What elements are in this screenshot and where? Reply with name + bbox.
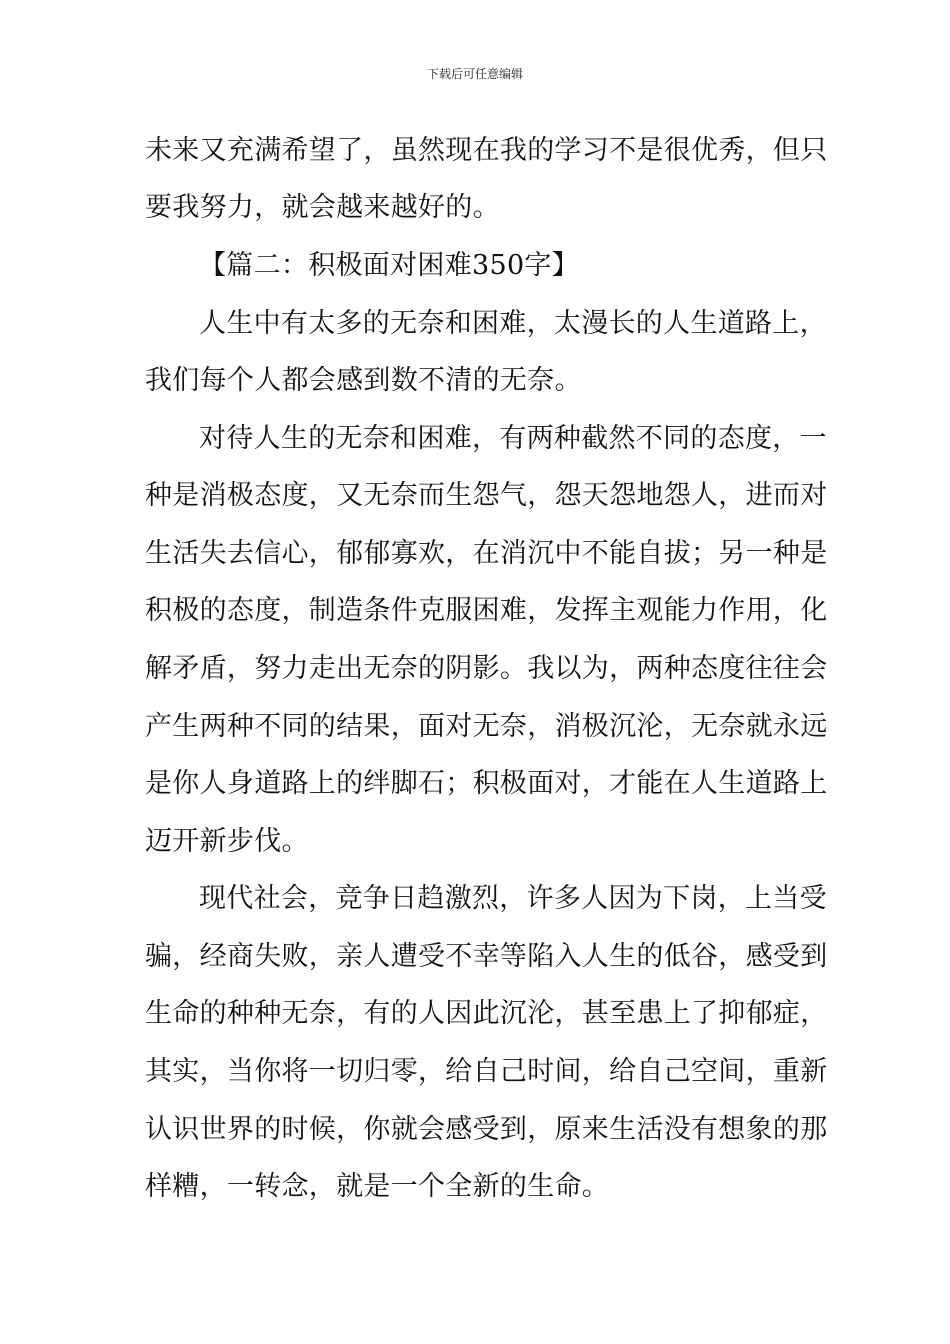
text-line: 我们每个人都会感到数不清的无奈。 xyxy=(145,365,582,396)
text-line: 现代社会，竞争日趋激烈，许多人因为下岗，上当受 xyxy=(199,883,827,914)
text-line: 生活失去信心，郁郁寡欢，在消沉中不能自拔；另一种是 xyxy=(145,538,828,569)
page-header: 下载后可任意编辑 xyxy=(426,67,523,81)
text-line: 样糟，一转念，就是一个全新的生命。 xyxy=(145,1171,610,1202)
section-heading: 【篇二：积极面对困难350字】 xyxy=(199,250,580,281)
text-line: 要我努力，就会越来越好的。 xyxy=(145,192,500,223)
text-line: 人生中有太多的无奈和困难，太漫长的人生道路上， xyxy=(199,308,827,339)
text-line: 认识世界的时候，你就会感受到，原来生活没有想象的那 xyxy=(145,1114,828,1145)
text-line: 对待人生的无奈和困难，有两种截然不同的态度，一 xyxy=(199,423,827,454)
text-line: 解矛盾，努力走出无奈的阴影。我以为，两种态度往往会 xyxy=(145,653,828,684)
text-line: 产生两种不同的结果，面对无奈，消极沉沦，无奈就永远 xyxy=(145,711,828,742)
text-line: 未来又充满希望了，虽然现在我的学习不是很优秀，但只 xyxy=(145,135,828,166)
text-line: 积极的态度，制造条件克服困难，发挥主观能力作用，化 xyxy=(145,595,828,626)
text-line: 骗，经商失败，亲人遭受不幸等陷入人生的低谷，感受到 xyxy=(145,941,828,972)
text-line: 迈开新步伐。 xyxy=(145,826,309,857)
text-line: 种是消极态度，又无奈而生怨气，怨天怨地怨人，进而对 xyxy=(145,480,828,511)
text-line: 其实，当你将一切归零，给自己时间，给自己空间，重新 xyxy=(145,1056,828,1087)
text-line: 是你人身道路上的绊脚石；积极面对，才能在人生道路上 xyxy=(145,768,828,799)
text-line: 生命的种种无奈，有的人因此沉沦，甚至患上了抑郁症， xyxy=(145,998,828,1029)
